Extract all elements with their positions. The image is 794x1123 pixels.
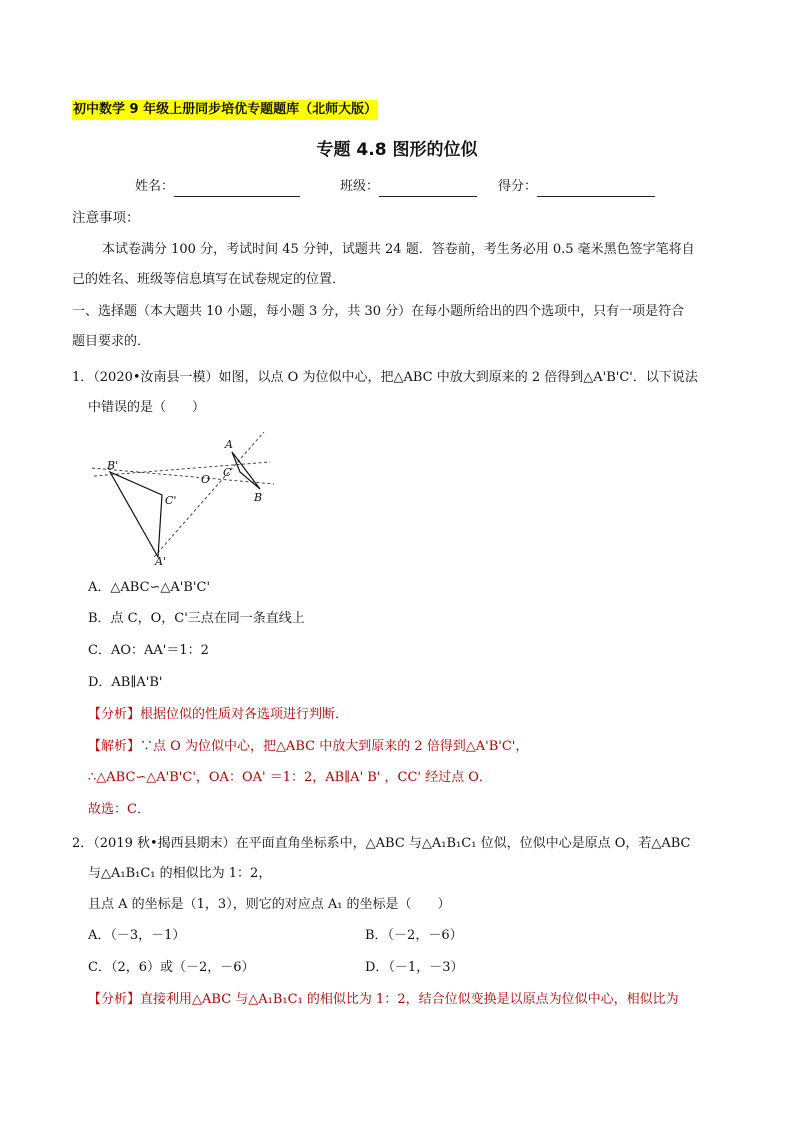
series-title: 初中数学 9 年级上册同步培优专题题库（北师大版） — [72, 100, 378, 120]
q1-option-c: C．AO：AA'＝1：2 — [88, 643, 209, 658]
q2-stem-line-3: 且点 A 的坐标是（1，3），则它的对应点 A₁ 的坐标是（ ） — [88, 897, 451, 912]
solution-tag: 【解析】 — [88, 739, 141, 754]
analysis-tag: 【分析】 — [88, 707, 141, 722]
class-label: 班级： — [340, 179, 380, 194]
analysis-text: 根据位似的性质对各选项进行判断． — [140, 707, 349, 722]
name-blank — [174, 182, 300, 197]
homothety-figure — [84, 432, 284, 567]
q2-option-c: C．（2，6）或（－2，－6） — [88, 960, 255, 975]
section-line-1: 一、选择题（本大题共 10 小题，每小题 3 分，共 30 分）在每小题所给出的四个选项中，只有一项是符合 — [72, 304, 685, 319]
q2-option-b: B．（－2，－6） — [365, 928, 463, 943]
q2-stem-line-1: 2．（2019 秋•揭西县期末）在平面直角坐标系中，△ABC 与△A₁B₁C₁ 位似，位似中心是原点 O，若△ABC — [72, 836, 691, 851]
label-c: C — [223, 466, 232, 479]
class-blank — [379, 182, 477, 197]
notes-line-1: 本试卷满分 100 分，考试时间 45 分钟，试题共 24 题．答卷前，考生务必用 0.5 毫米黑色签字笔将自 — [102, 242, 695, 257]
q1-stem-line-2: 中错误的是（ ） — [88, 400, 206, 415]
solution-text-1: ∵点 O 为位似中心，把△ABC 中放大到原来的 2 倍得到△A'B'C'， — [140, 739, 529, 754]
label-o: O — [201, 473, 211, 486]
score-field — [498, 177, 655, 197]
q1-option-a: A．△ABC∽△A'B'C' — [88, 580, 211, 595]
q1-answer: 故选：C． — [88, 802, 150, 817]
label-b-prime: B' — [107, 459, 119, 472]
q2-analysis-text: 直接利用△ABC 与△A₁B₁C₁ 的相似比为 1：2，结合位似变换是以原点为位似中心，相似比为 — [140, 992, 679, 1007]
q1-option-d: D．AB∥A'B' — [88, 675, 163, 690]
class-field — [340, 177, 477, 197]
label-a: A — [225, 438, 233, 451]
dashed-line-bb — [94, 462, 270, 476]
label-c-prime: C' — [165, 494, 177, 507]
section-line-2: 题目要求的． — [72, 334, 151, 349]
q1-solution-line-1 — [88, 737, 528, 757]
triangle-abc — [232, 452, 260, 489]
q1-solution-line-2: ∴△ABC∽△A'B'C'，OA：OA' ＝1：2，AB∥A' B' ，CC' 经过点 O． — [88, 770, 492, 785]
name-field — [135, 177, 300, 197]
q1-analysis — [88, 705, 348, 725]
name-label: 姓名： — [135, 179, 175, 194]
page-title: 专题 4.8 图形的位似 — [316, 140, 478, 160]
q2-option-d: D．（－1，－3） — [365, 960, 464, 975]
notes-heading: 注意事项： — [72, 210, 140, 226]
q1-stem-line-1: 1．（2020•汝南县一模）如图，以点 O 为位似中心，把△ABC 中放大到原来的 2 倍得到△A'B'C'．以下说法 — [72, 370, 698, 385]
notes-line-2: 己的姓名、班级等信息填写在试卷规定的位置． — [72, 272, 346, 287]
q2-analysis-tag: 【分析】 — [88, 992, 141, 1007]
q2-option-a: A．（－3，－1） — [88, 928, 186, 943]
score-blank — [537, 182, 655, 197]
label-b: B — [254, 491, 263, 504]
q1-option-b: B．点 C，O，C'三点在同一条直线上 — [88, 611, 305, 626]
q2-stem-line-2: 与△A₁B₁C₁ 的相似比为 1：2， — [88, 866, 272, 881]
triangle-a-prime-b-prime-c-prime — [110, 472, 162, 557]
label-a-prime: A' — [155, 555, 166, 567]
score-label: 得分： — [498, 179, 538, 194]
q2-analysis — [88, 990, 679, 1010]
